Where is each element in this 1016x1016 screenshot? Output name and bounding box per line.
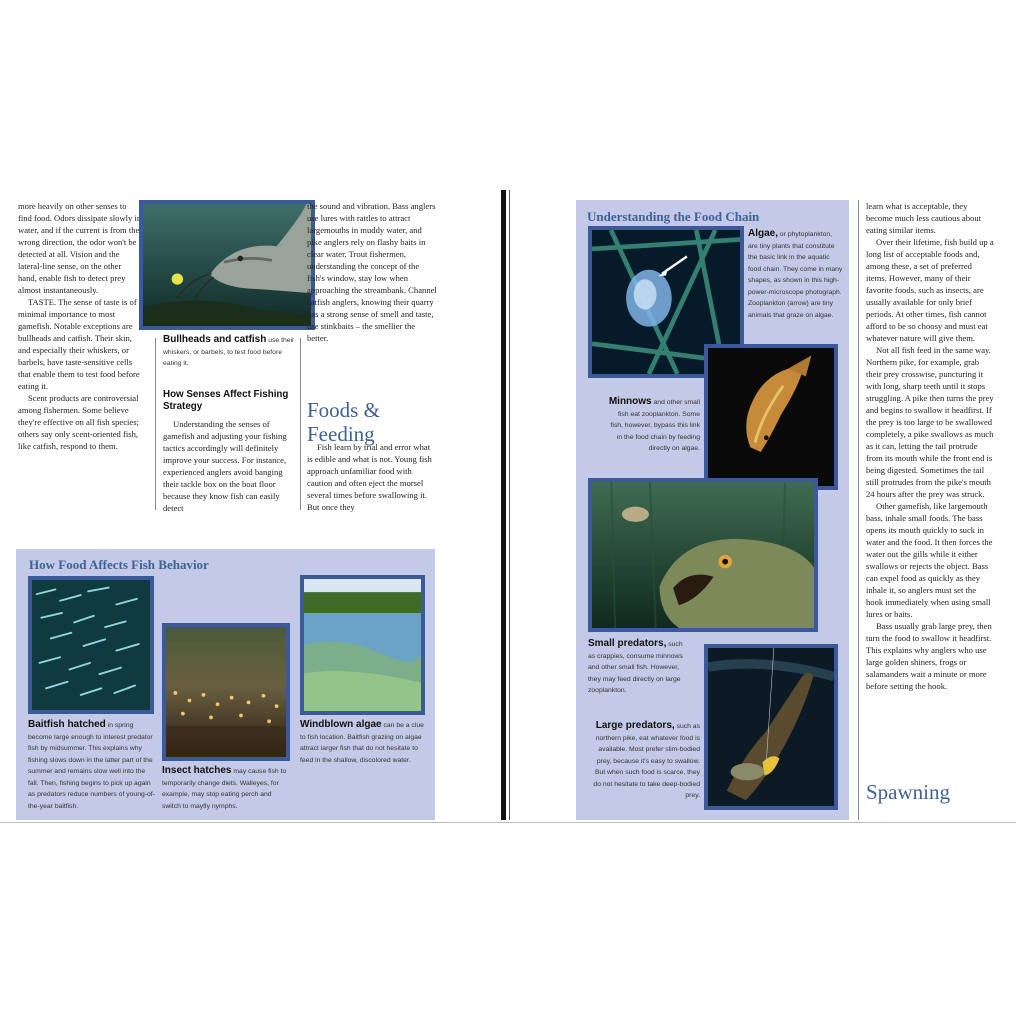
caption-bold: Baitfish hatched [28,719,106,730]
minnows-caption [604,396,700,455]
caption-bold: Minnows [608,396,652,407]
page-gutter-line [509,190,510,820]
caption-text: such as northern pike, eat whatever food is available. Most prefer slim-bodied prey, because it's easy to swallow. But when such food is scarce, they do not hesitate to take deep-bodied prey. [593,723,700,799]
windblown-algae-photo [300,575,425,715]
caption-bold: Windblown algae [300,719,382,730]
baitfish-photo [28,576,154,714]
insect-hatch-photo [162,623,290,761]
page-gutter [501,190,506,820]
section-title-spawning: Spawning [866,780,950,804]
paragraph: Not all fish feed in the same way. Northern pike, for example, grab their prey crosswise, puncturing it with long, sharp teeth until it stops struggling. A pike then turns the prey and begins to swallow it headfirst. If the prey is too large to be swallowed completely, a pike swallows as much as it can, letting the tail protrude from its mouth while the front end is being digested. Sometimes the tail still protrudes from the pike's mouth 24 hours after the prey was struck. [866,345,994,499]
caption-bold: Insect hatches [162,765,232,776]
paragraph: Understanding the senses of gamefish and adjusting your fishing tactics accordingly will definitely improve your success. For instance, experienced anglers avoid banging their tackle box on the boat floor because they know fish can easily detect [163,419,287,513]
caption-text: in spring become large enough to interest predator fish by midsummer. This explains why fishing slows down in the latter part of the summer and remains slow well into the fall. Then, fishing begins to pick up again as predators reduce numbers of young-of-the-year baitfish. [28,722,155,810]
paragraph: learn what is acceptable, they become much less cautious about eating similar items. [866,201,982,235]
caption-text: such as crappies, consume minnows and other small fish. However, they may feed directly on large zooplankton. [588,641,683,694]
paragraph: Scent products are controversial among fishermen. Some believe they're effective on all fish species; others say only scent-oriented fish, like catfish, respond to them. [18,393,139,451]
algae-caption [300,719,428,766]
column-rule [858,200,859,820]
paragraph: Other gamefish, like largemouth bass, inhale small foods. The bass opens its mouth quickly to suck in water and the food. It then forces the water out the gills while it either swallows or rejects the object. Bass can expel food as quickly as they inhale it, so anglers must set the hook immediately when using small lures or baits. [866,501,993,619]
box-title: How Food Affects Fish Behavior [29,557,209,572]
insect-caption [162,765,292,812]
page-bottom-line [0,822,1016,823]
food-behavior-box [16,549,435,820]
right-col [866,200,994,692]
paragraph: TASTE. The sense of taste is of minimal importance to most gamefish. Notable exceptions are bullheads and catfish. Their skin, and especially their whiskers, or barbels, have taste-sensitive cells that enable them to test food before eating it. [18,297,140,391]
catfish-photo [139,200,315,330]
column-rule [155,338,156,510]
small-predators-caption [588,638,686,697]
large-predators-caption [590,720,700,802]
left-col1 [18,200,142,452]
baitfish-caption [28,719,156,812]
small-predator-photo [588,478,818,632]
caption-text: or phytoplankton, are tiny plants that constitute the basic link in the aquatic food chain. They come in many shapes, as shown in this high-power-microscope photograph. Zooplankton (arrow) are tiny animals that graze on algae. [748,231,843,319]
caption-text: can be a clue to fish location. Baitfish grazing on algae attract larger fish that do not hesitate to feed in the shallow, discolored water. [300,722,424,764]
caption-bold: Small predators, [588,638,667,649]
paragraph: the sound and vibration. Bass anglers use lures with rattles to attract largemouths in muddy water, and pike anglers rely on flashy baits in clear water. Trout fishermen, understanding the concept of the fish's window, stay low when approaching the streambank. Channel catfish anglers, knowing their quarry has a strong sense of smell and taste, use stinkbaits – the smellier the better. [307,201,437,343]
caption-bold: Bullheads and catfish [163,334,267,345]
paragraph: Fish learn by trial and error what is edible and what is not. Young fish approach unfamiliar food with caution and often eject the morsel several times before swallowing it. But once they [307,442,432,512]
left-col3b [307,441,437,513]
paragraph: more heavily on other senses to find food. Odors dissipate slowly in water, and if the current is from the wrong direction, the odor won't be detected at all. Vision and the lateral-line sense, on the other hand, enable fish to detect prey almost instantaneously. [18,201,142,295]
paragraph: Bass usually grab large prey, then turn the food to swallow it headfirst. This explains why anglers who use large golden shiners, frogs or salamanders wait a minute or more before setting the hook. [866,621,992,691]
caption-bold: Large predators, [595,720,675,731]
minnow-photo [704,344,838,490]
subhead: How Senses Affect Fishing Strategy [163,389,289,412]
catfish-caption [163,334,298,370]
food-chain-box [576,200,849,820]
algae-caption [748,228,843,321]
large-predator-photo [704,644,838,810]
left-col2 [163,418,298,514]
section-title-foods-feeding: Foods & Feeding [307,398,380,446]
left-col3 [307,200,437,344]
caption-text: may cause fish to temporarily change diets. Walleyes, for example, may stop eating perch and switch to mayfly nymphs. [162,768,287,810]
caption-text: use their whiskers, or barbels, to test food before eating it. [163,337,295,367]
caption-text: and other small fish eat zooplankton. Some fish, however, bypass this link in the food chain by feeding directly on algae. [610,399,700,452]
column-rule [300,338,301,510]
caption-bold: Algae, [748,228,779,239]
box-title: Understanding the Food Chain [587,209,760,224]
paragraph: Over their lifetime, fish build up a long list of acceptable foods and, among these, a set of preferred items. However, many of their favorite foods, such as insects, are usually available for only brief periods. At other times, fish cannot afford to be so choosy and must eat whatever nature will give them. [866,237,994,343]
